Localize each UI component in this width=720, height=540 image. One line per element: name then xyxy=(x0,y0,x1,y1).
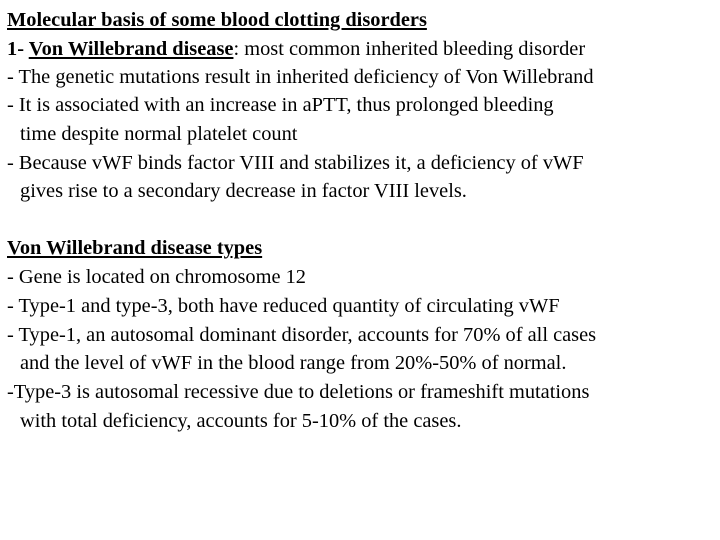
section2-bullet1: - Gene is located on chromosome 12 xyxy=(7,266,306,288)
item1-term: Von Willebrand disease xyxy=(28,38,234,60)
section1-bullet1: - The genetic mutations result in inherited deficiency of Von Willebrand xyxy=(7,66,594,88)
section2-bullet3-line1: - Type-1, an autosomal dominant disorder, accounts for 70% of all cases xyxy=(7,324,597,346)
section1-bullet3-line1: - Because vWF binds factor VIII and stabilizes it, a deficiency of vWF xyxy=(7,152,584,174)
section2-bullet4-line2: with total deficiency, accounts for 5-10% of the cases. xyxy=(20,410,462,432)
section1-bullet3-line2: gives rise to a secondary decrease in factor VIII levels. xyxy=(20,180,467,202)
section2-bullet3-line2: and the level of vWF in the blood range from 20%-50% of normal. xyxy=(20,352,567,374)
section2-bullet2: - Type-1 and type-3, both have reduced quantity of circulating vWF xyxy=(7,295,560,317)
section1-bullet2-line1: - It is associated with an increase in aPTT, thus prolonged bleeding xyxy=(7,94,554,116)
section2-bullet4-line1: -Type-3 is autosomal recessive due to deletions or frameshift mutations xyxy=(7,381,590,403)
section1-heading: Molecular basis of some blood clotting disorders xyxy=(7,9,427,31)
item1-prefix: 1- xyxy=(7,38,29,60)
item1-rest: : most common inherited bleeding disorder xyxy=(233,38,586,60)
section1-bullet2-line2: time despite normal platelet count xyxy=(20,123,298,145)
section2-heading: Von Willebrand disease types xyxy=(7,237,263,259)
section1-item1 xyxy=(7,39,585,59)
